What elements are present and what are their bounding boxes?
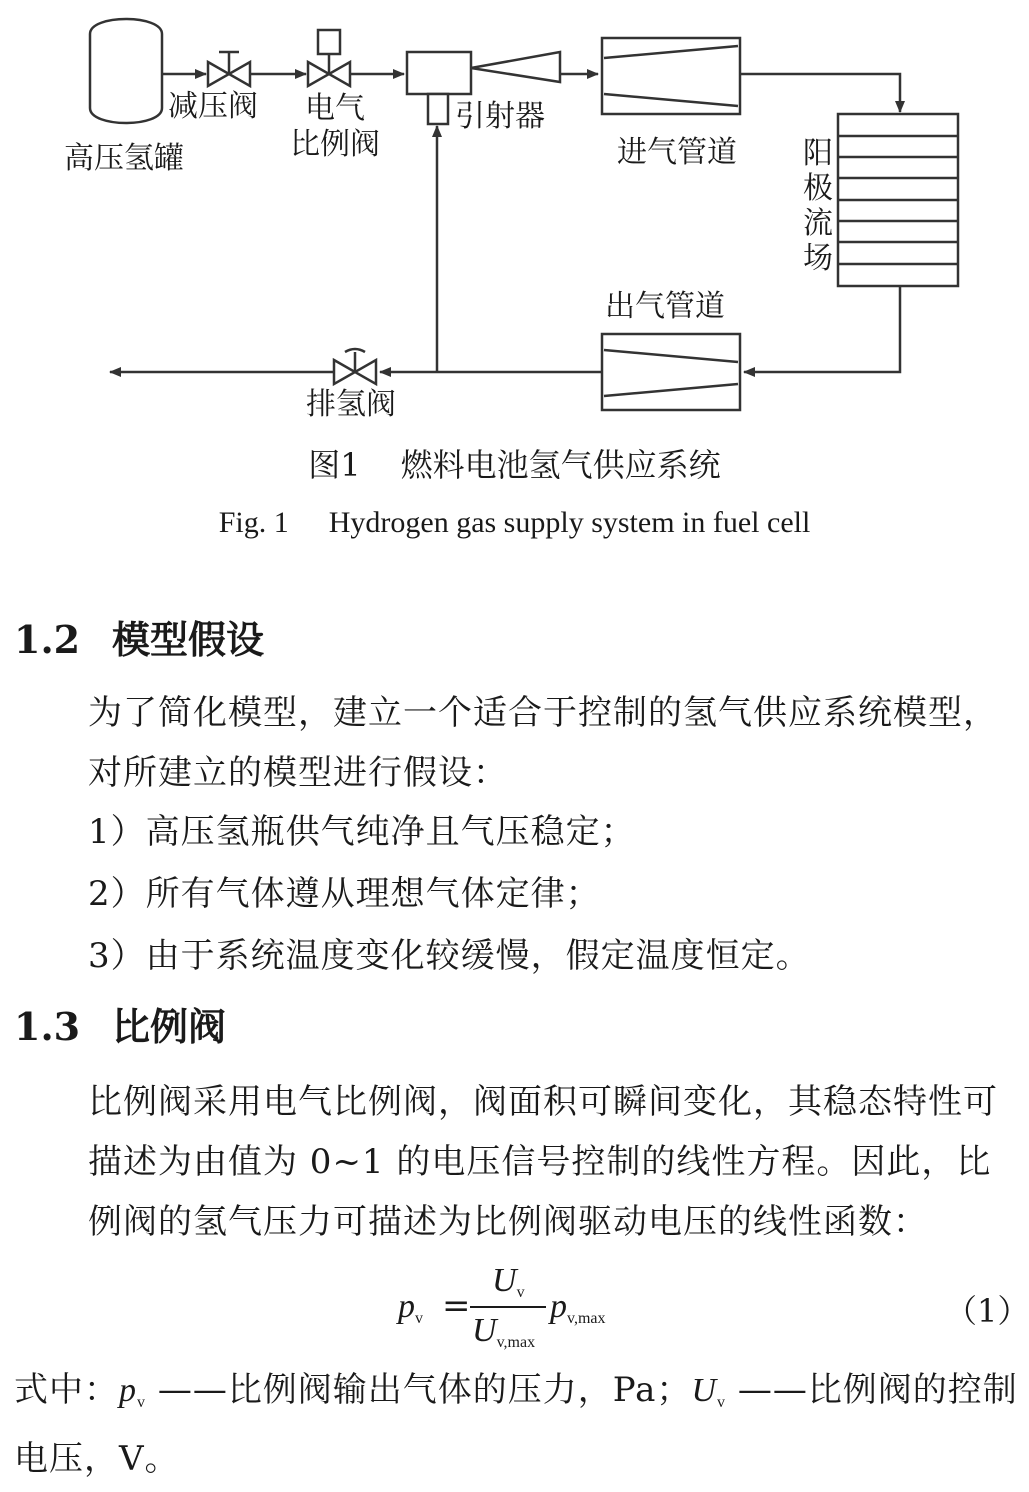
outlet-pipe-box xyxy=(602,334,740,410)
caption-en-number: Fig. 1 xyxy=(218,506,289,539)
label-prop-valve-1: 电气 xyxy=(305,91,365,126)
diagram-drawing xyxy=(0,0,1029,440)
list-item: 3）由于系统温度变化较缓慢，假定温度恒定。 xyxy=(88,936,811,976)
eq-rhs: $p_{v,max}$ xyxy=(550,1288,606,1327)
eq-lhs: $p_v$ xyxy=(398,1288,423,1327)
section-title: 模型假设 xyxy=(112,617,265,662)
equation-1 xyxy=(0,1262,1029,1351)
list-item: 1）高压氢瓶供气纯净且气压稳定； xyxy=(88,812,636,852)
ejector-inlet xyxy=(428,94,448,124)
section-number: 1.2 xyxy=(14,617,81,662)
caption-cn-number: 图1 xyxy=(308,446,361,484)
symbol-pv: $p_v$ xyxy=(119,1372,146,1411)
inlet-pipe-box xyxy=(602,38,740,114)
eq-equals: = xyxy=(442,1286,471,1326)
pipe-inlet-anode xyxy=(740,74,900,112)
paragraph-proportional-valve: 比例阀采用电气比例阀，阀面积可瞬间变化，其稳态特性可描述为由值为 0~1 的电压信号控制的线性方程。因此，比例阀的氢气压力可描述为比例阀驱动电压的线性函数： xyxy=(88,1082,998,1242)
caption-en-text: Hydrogen gas supply system in fuel cell xyxy=(328,506,811,539)
pipe-anode-outlet xyxy=(744,286,900,372)
section-heading-1-2 xyxy=(14,618,264,662)
ejector-nozzle xyxy=(471,52,560,82)
paragraph-assumptions-intro: 为了简化模型，建立一个适合于控制的氢气供应系统模型，对所建立的模型进行假设： xyxy=(88,693,998,793)
figure-caption-en xyxy=(0,505,1029,541)
list-item: 2）所有气体遵从理想气体定律； xyxy=(88,874,601,914)
section-title: 比例阀 xyxy=(112,1004,227,1049)
label-prop-valve-2: 比例阀 xyxy=(290,127,380,162)
hydrogen-tank xyxy=(90,19,162,123)
figure-caption-cn xyxy=(0,445,1029,485)
section-heading-1-3 xyxy=(14,1005,226,1049)
label-tank: 高压氢罐 xyxy=(64,141,184,176)
caption-cn-text: 燃料电池氢气供应系统 xyxy=(400,446,721,484)
label-ejector: 引射器 xyxy=(455,99,545,134)
symbol-uv: $U_v$ xyxy=(691,1372,726,1411)
paragraph-where: 式中：$p_v$ ——比例阀输出气体的压力，Pa；$U_v$ ——比例阀的控制电压，V。 xyxy=(14,1370,1018,1479)
eq-number: （1） xyxy=(945,1292,1029,1330)
label-purge-valve: 排氢阀 xyxy=(306,387,396,422)
label-outlet-pipe: 出气管道 xyxy=(605,289,725,324)
eq-denominator: $U_{v,max}$ xyxy=(472,1312,536,1351)
label-inlet-pipe: 进气管道 xyxy=(617,135,737,170)
eq-numerator: $U_v$ xyxy=(492,1262,525,1301)
label-anode: 阳极流场 xyxy=(803,136,833,276)
label-reducing-valve: 减压阀 xyxy=(168,89,258,124)
section-number: 1.3 xyxy=(14,1004,81,1049)
system-diagram xyxy=(0,0,1029,440)
ejector-body xyxy=(407,52,471,94)
eq-fraction-bar xyxy=(470,1306,546,1308)
